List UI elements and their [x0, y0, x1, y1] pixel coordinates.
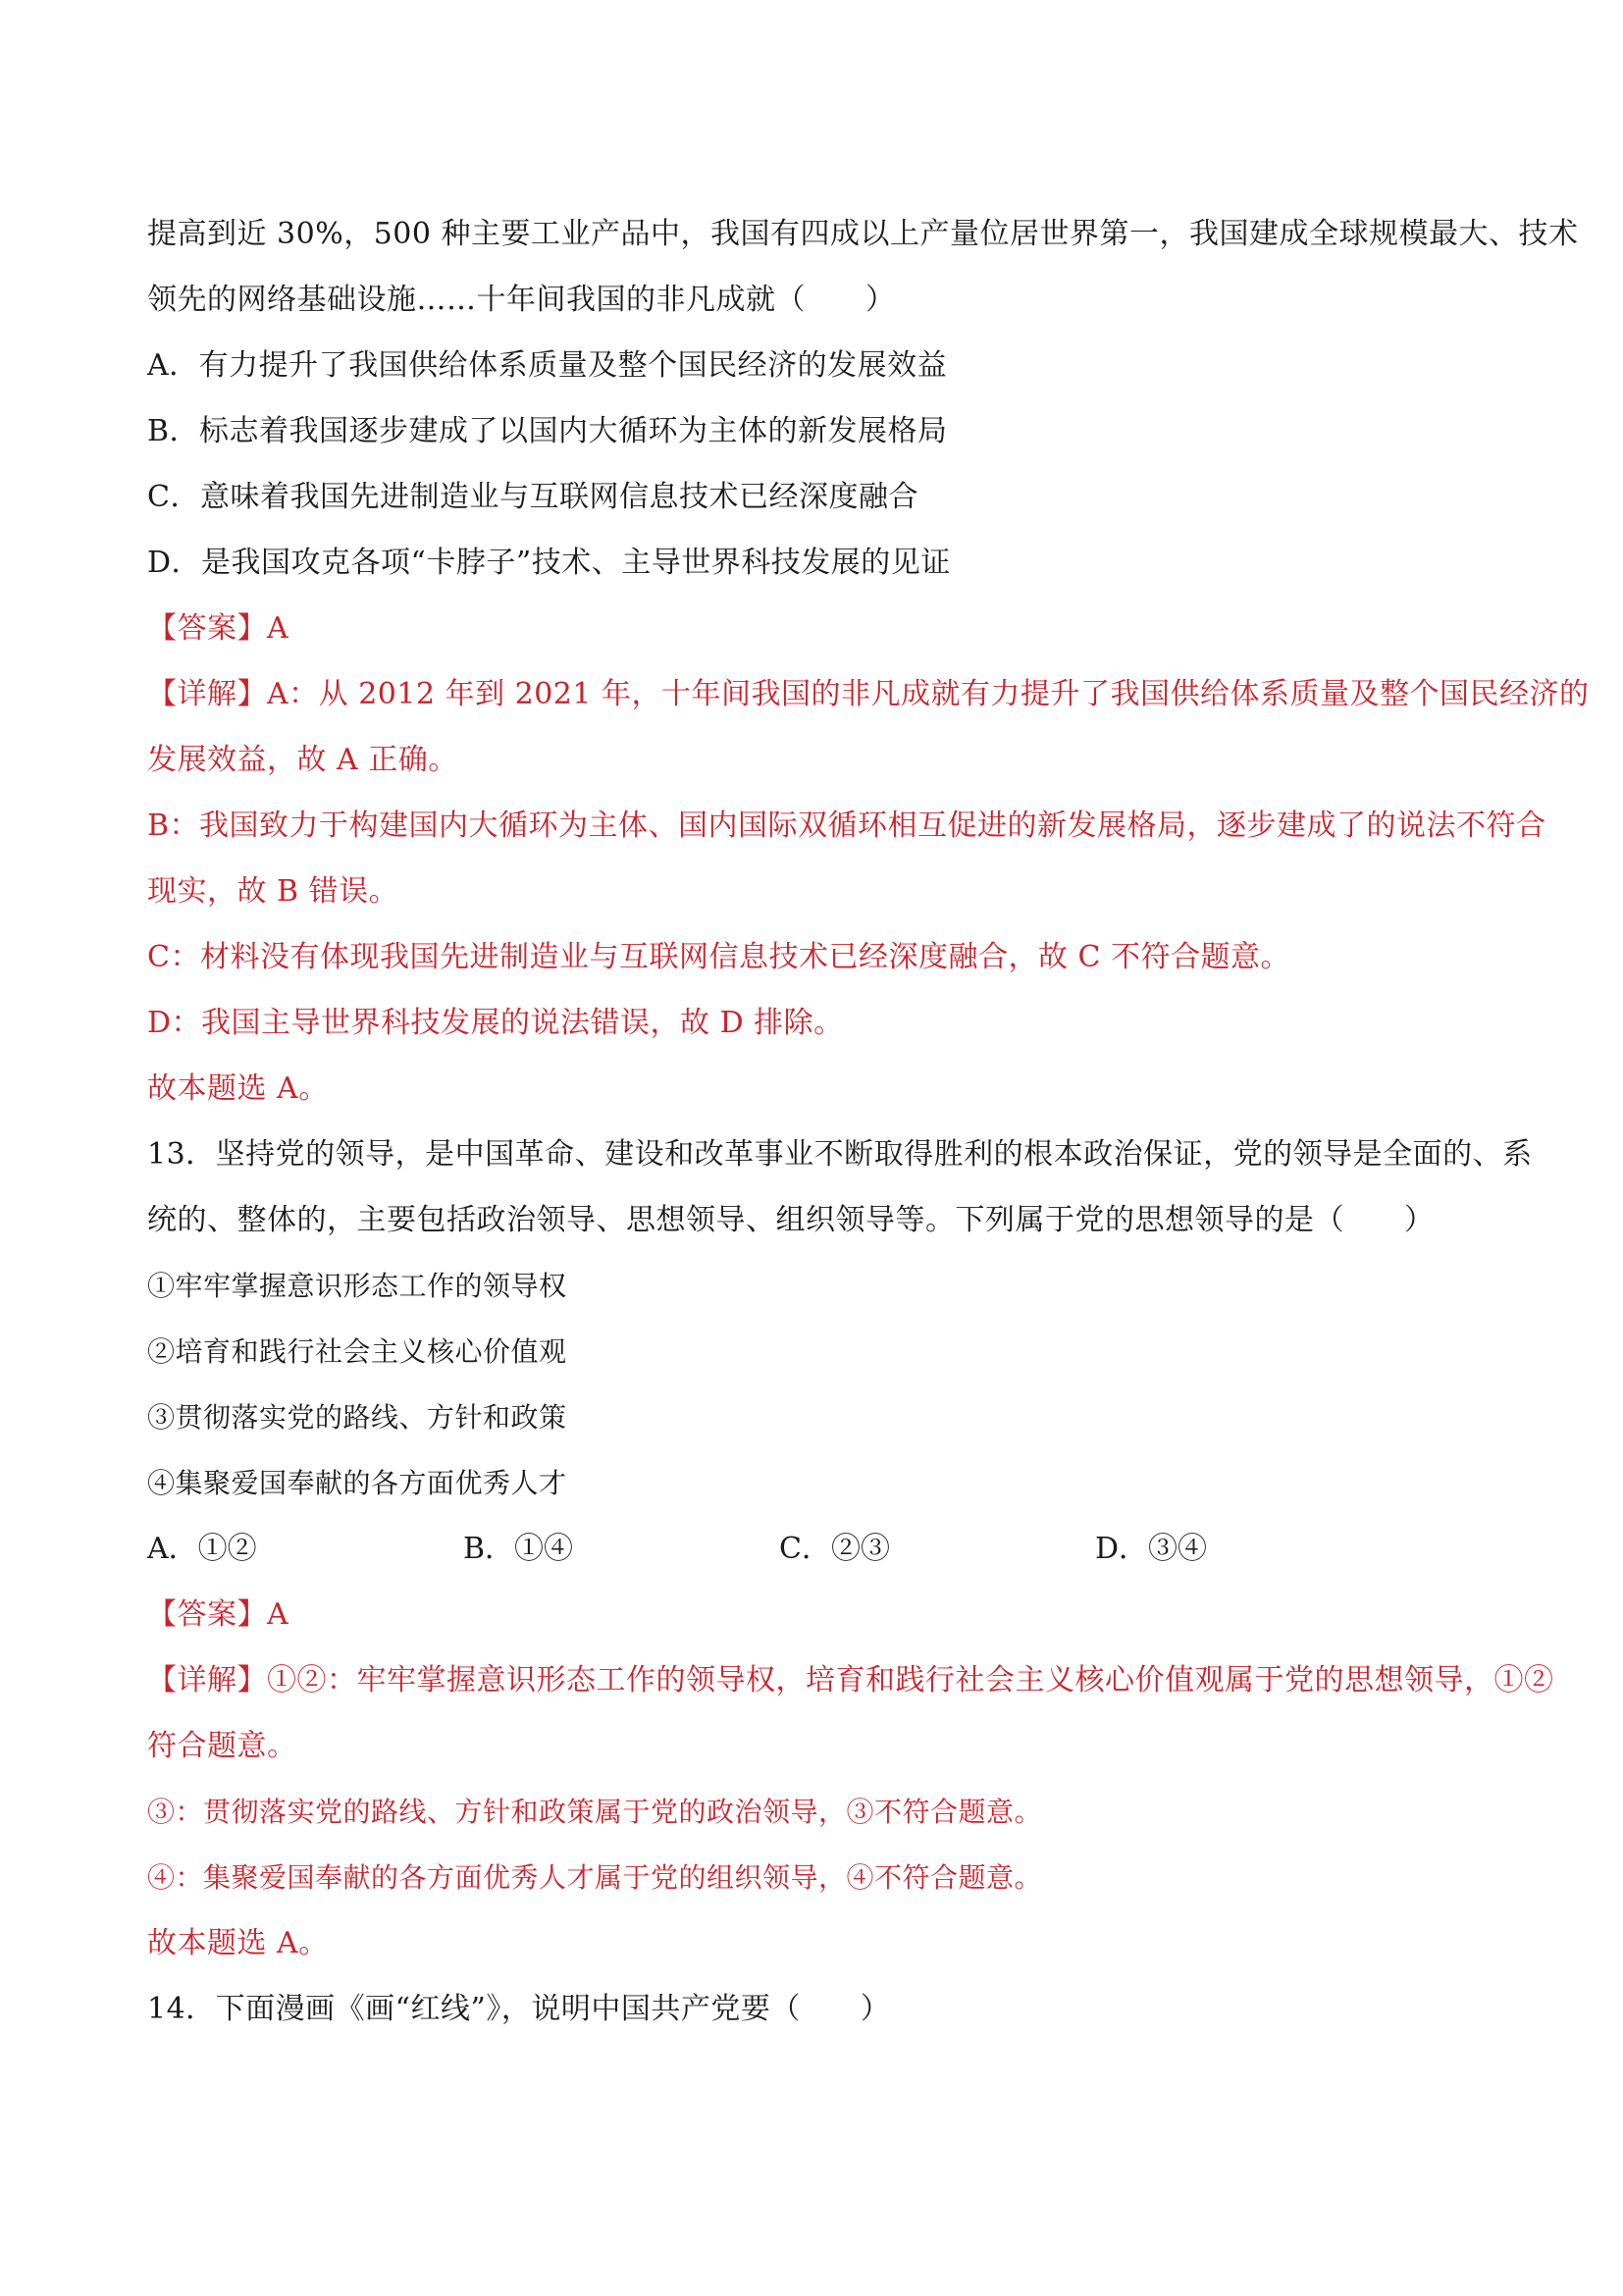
q13-item-3: ③贯彻落实党的路线、方针和政策 — [147, 1401, 567, 1434]
q13-choice-d: D．③④ — [1095, 1532, 1208, 1566]
q13-choice-b: B．①④ — [463, 1532, 574, 1566]
q14-stem: 14．下面漫画《画“红线”》，说明中国共产党要（ ） — [147, 1992, 891, 2026]
q13-detail-4: ④：集聚爱国奉献的各方面优秀人才属于党的组织领导，④不符合题意。 — [147, 1861, 1043, 1894]
q13-stem-line2: 统的、整体的，主要包括政治领导、思想领导、组织领导等。下列属于党的思想领导的是（ ） — [147, 1203, 1435, 1237]
q13-item-2: ②培育和践行社会主义核心价值观 — [147, 1335, 567, 1368]
document-page — [147, 201, 1590, 2042]
q13-conclusion: 故本题选 A。 — [147, 1926, 329, 1960]
q13-item-1: ①牢牢掌握意识形态工作的领导权 — [147, 1270, 567, 1302]
q12-option-b: B．标志着我国逐步建成了以国内大循环为主体的新发展格局 — [147, 414, 948, 448]
q13-choices — [147, 1516, 1492, 1582]
q12-answer: 【答案】A — [147, 611, 289, 646]
q12-option-c: C．意味着我国先进制造业与互联网信息技术已经深度融合 — [147, 480, 918, 514]
q12-detail-d: D：我国主导世界科技发展的说法错误，故 D 排除。 — [147, 1006, 844, 1040]
q12-detail-line2: 发展效益，故 A 正确。 — [147, 743, 458, 777]
q12-detail-c: C：材料没有体现我国先进制造业与互联网信息技术已经深度融合，故 C 不符合题意。 — [147, 940, 1290, 974]
q13-choice-a: A．①② — [147, 1532, 257, 1566]
q13-answer: 【答案】A — [147, 1597, 289, 1632]
q12-detail-b-line1: B：我国致力于构建国内大循环为主体、国内国际双循环相互促进的新发展格局，逐步建成了的说法不符合 — [147, 809, 1546, 843]
q12-detail-line1: 【详解】A：从 2012 年到 2021 年，十年间我国的非凡成就有力提升了我国供给体系质量及整个国民经济的 — [147, 677, 1590, 711]
q13-detail-line2: 符合题意。 — [147, 1729, 297, 1763]
q13-item-4: ④集聚爱国奉献的各方面优秀人才 — [147, 1467, 567, 1499]
q13-detail-3: ③：贯彻落实党的路线、方针和政策属于党的政治领导，③不符合题意。 — [147, 1796, 1043, 1828]
q12-option-a: A．有力提升了我国供给体系质量及整个国民经济的发展效益 — [147, 348, 948, 383]
q13-stem-line1: 13．坚持党的领导，是中国革命、建设和改革事业不断取得胜利的根本政治保证，党的领导是全面的、系 — [147, 1137, 1533, 1172]
q12-detail-b-line2: 现实，故 B 错误。 — [147, 874, 399, 909]
q12-stem-line2: 领先的网络基础设施……十年间我国的非凡成就（ ） — [147, 283, 896, 317]
q12-option-d: D．是我国攻克各项“卡脖子”技术、主导世界科技发展的见证 — [147, 546, 951, 580]
q12-stem-line1: 提高到近 30%，500 种主要工业产品中，我国有四成以上产量位居世界第一，我国建成全球规模最大、技术 — [147, 217, 1579, 251]
q12-conclusion: 故本题选 A。 — [147, 1071, 329, 1106]
q13-detail-line1: 【详解】①②：牢牢掌握意识形态工作的领导权，培育和践行社会主义核心价值观属于党的思想领导，①② — [147, 1663, 1554, 1697]
q13-choice-c: C．②③ — [779, 1532, 890, 1566]
